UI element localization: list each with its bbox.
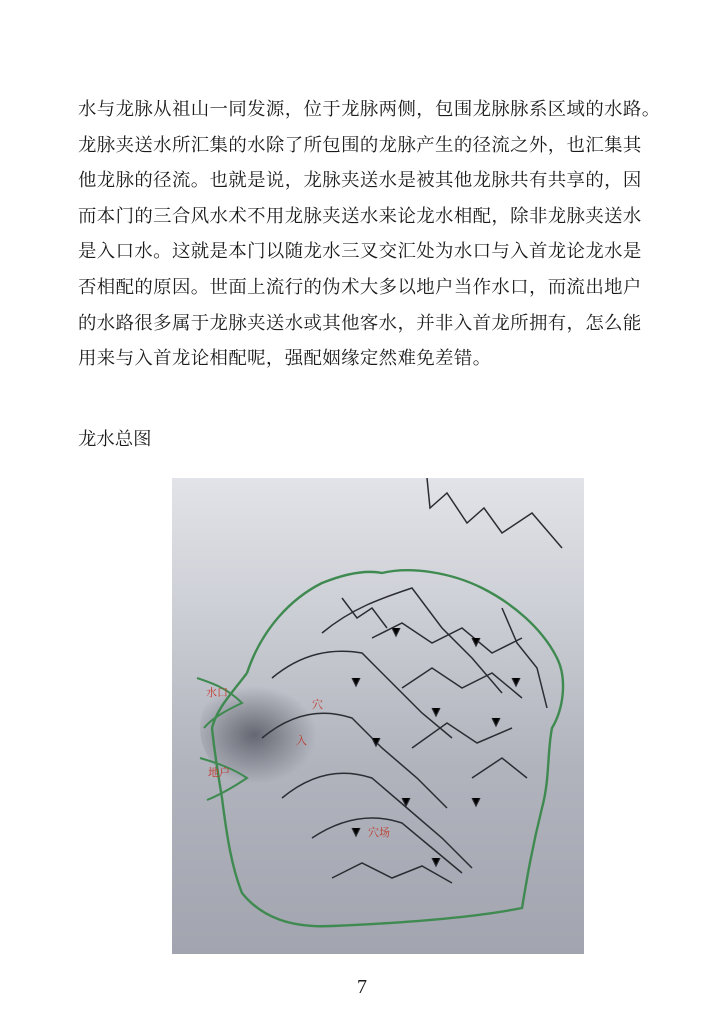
text-line: 他龙脉的径流。也就是说，龙脉夹送水是被其他龙脉共有共享的，因 [78, 170, 642, 192]
text-line: 是入口水。这就是本门以随龙水三叉交汇处为水口与入首龙论龙水是 [78, 241, 642, 263]
map-label-shuikou: 水口 [206, 686, 228, 699]
text-line: 而本门的三合风水术不用龙脉夹送水来论龙水相配，除非龙脉夹送水 [78, 205, 642, 227]
map-label-xue: 穴 [312, 698, 323, 711]
text-line: 的水路很多属于龙脉夹送水或其他客水，并非入首龙所拥有，怎么能 [78, 312, 642, 334]
map-label-dihu: 地户 [208, 766, 230, 779]
dragon-water-map-photo [172, 478, 584, 954]
page-number: 7 [357, 976, 367, 998]
map-label-ru: 入 [296, 734, 307, 747]
text-line: 龙脉夹送水所汇集的水除了所包围的龙脉产生的径流之外，也汇集其 [78, 134, 642, 156]
map-drawing [172, 478, 584, 954]
map-label-xuechang: 穴场 [368, 826, 390, 839]
text-line: 用来与入首龙论相配呢，强配姻缘定然难免差错。 [78, 348, 492, 370]
body-paragraph [78, 92, 661, 377]
text-line: 否相配的原因。世面上流行的伪术大多以地户当作水口，而流出地户 [78, 276, 642, 298]
text-line: 水与龙脉从祖山一同发源，位于龙脉两侧，包围龙脉脉系区域的水路。 [78, 99, 661, 120]
figure-caption: 龙水总图 [78, 429, 152, 450]
